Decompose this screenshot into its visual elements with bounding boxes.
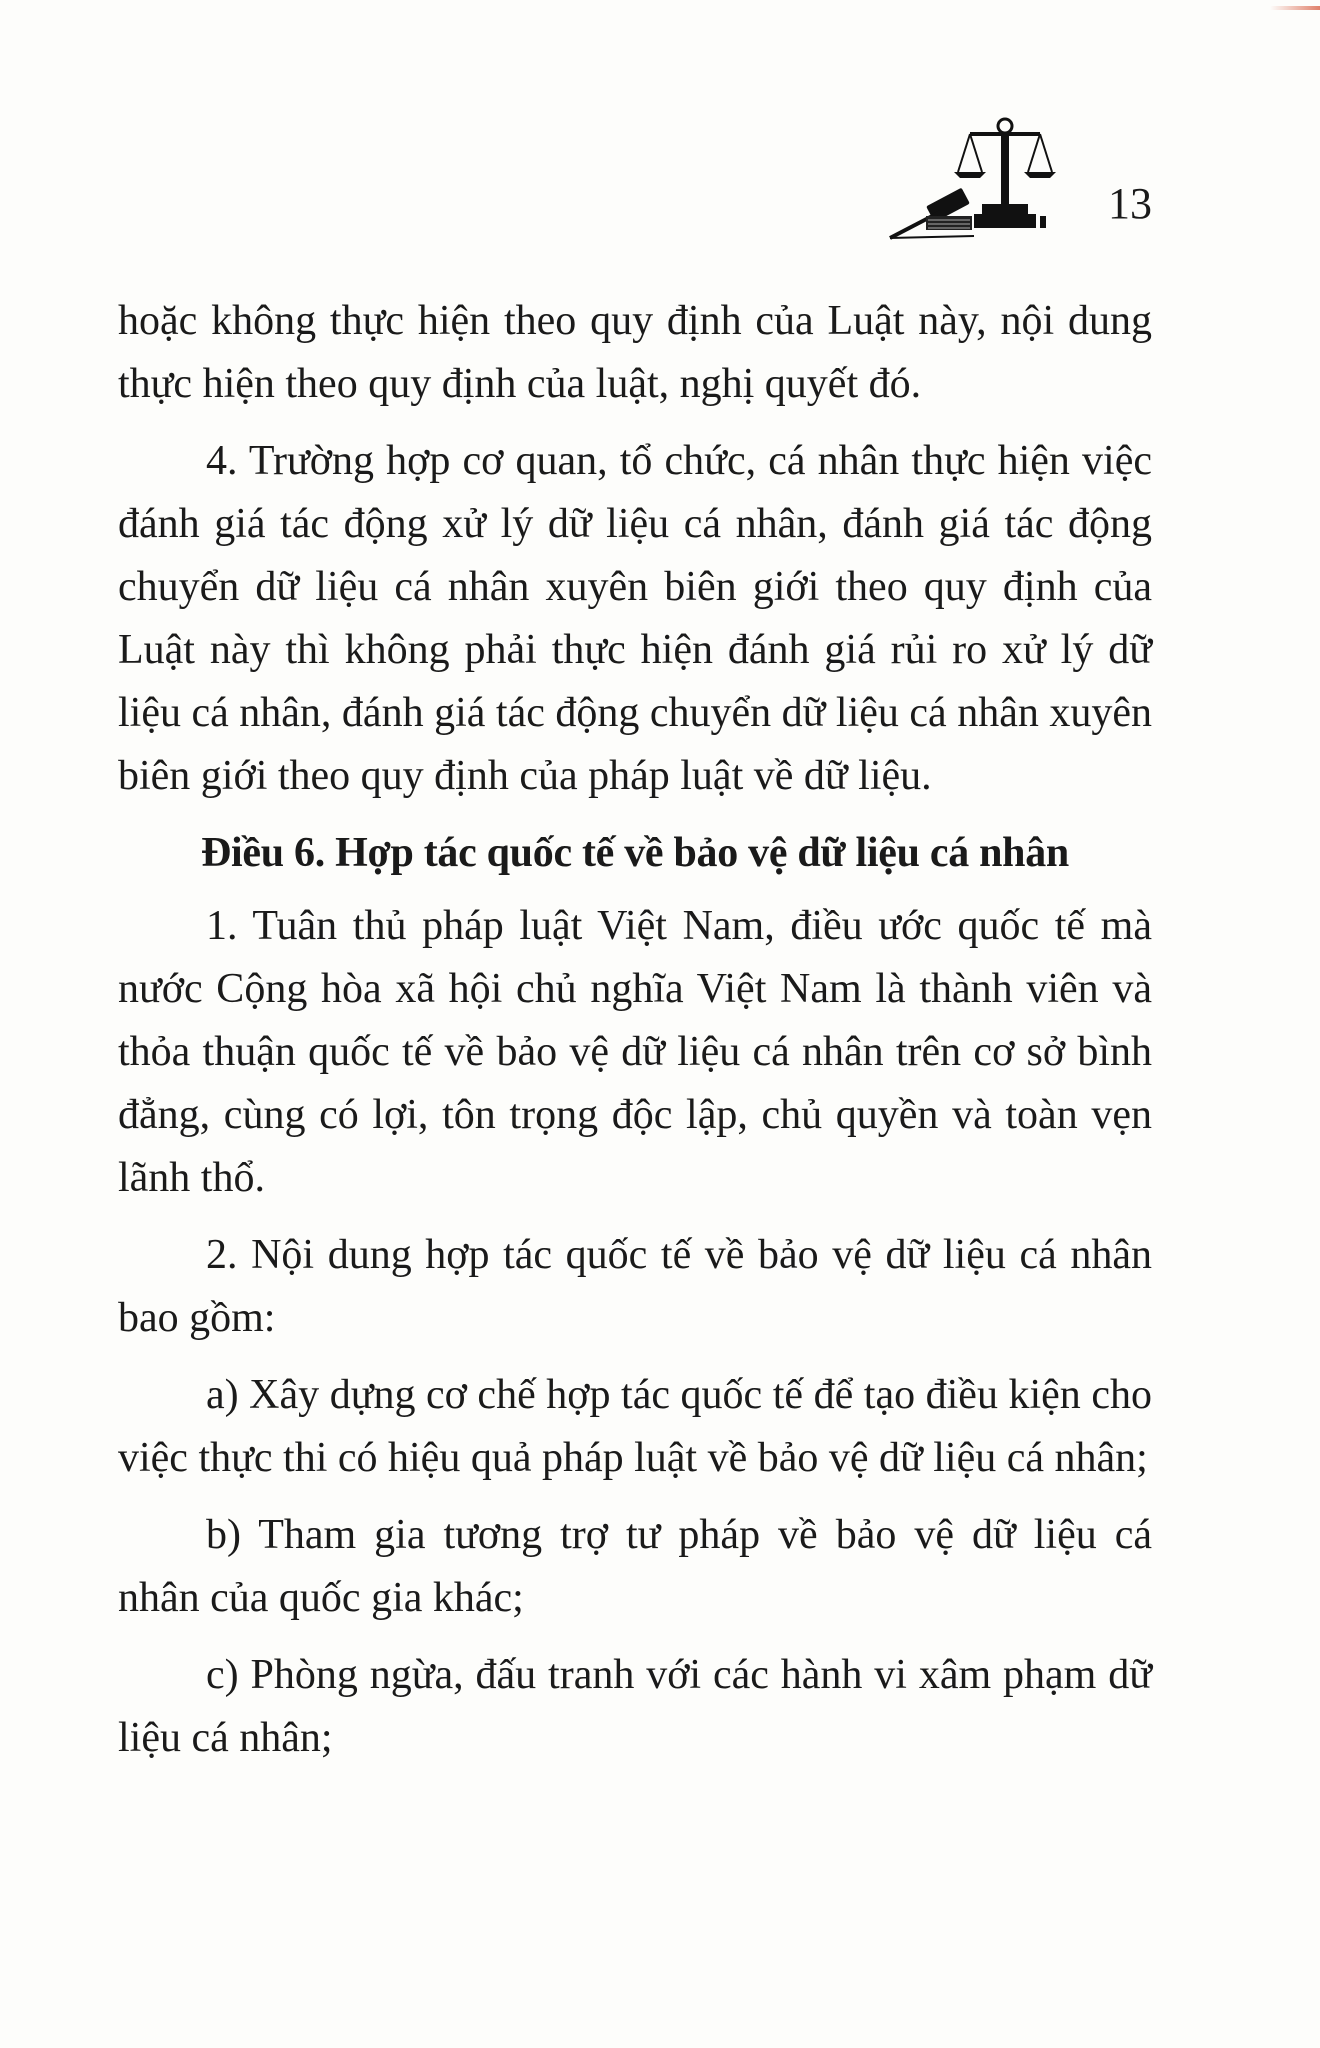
- scales-of-justice-icon: [870, 112, 1090, 242]
- page-body: [118, 290, 1152, 1770]
- scan-edge-mark: [1270, 6, 1320, 10]
- article-heading: Điều 6. Hợp tác quốc tế về bảo vệ dữ liệu cá nhân: [201, 830, 1069, 876]
- paragraph-article-6-clause-1: 1. Tuân thủ pháp luật Việt Nam, điều ước quốc tế mà nước Cộng hòa xã hội chủ nghĩa Việt Nam là thành viên và thỏa thuận quốc tế về bảo vệ dữ liệu cá nhân trên cơ sở bình đẳng, cùng có lợi, tôn trọng độc lập, chủ quyền và toàn vẹn lãnh thổ.: [118, 903, 1152, 1201]
- paragraph-article-6-clause-2c: c) Phòng ngừa, đấu tranh với các hành vi xâm phạm dữ liệu cá nhân;: [118, 1652, 1152, 1761]
- paragraph-clause-4: 4. Trường hợp cơ quan, tổ chức, cá nhân thực hiện việc đánh giá tác động xử lý dữ liệu cá nhân, đánh giá tác động chuyển dữ liệu cá nhân xuyên biên giới theo quy định của Luật này thì không phải thực hiện đánh giá rủi ro xử lý dữ liệu cá nhân, đánh giá tác động chuyển dữ liệu cá nhân xuyên biên giới theo quy định của pháp luật về dữ liệu.: [118, 438, 1152, 799]
- paragraph-article-6-clause-2a: a) Xây dựng cơ chế hợp tác quốc tế để tạo điều kiện cho việc thực thi có hiệu quả pháp luật về bảo vệ dữ liệu cá nhân;: [118, 1372, 1152, 1481]
- page-header: [870, 112, 1160, 242]
- page-number: 13: [1108, 179, 1152, 228]
- paragraph-continuation: hoặc không thực hiện theo quy định của Luật này, nội dung thực hiện theo quy định của luật, nghị quyết đó.: [118, 298, 1152, 407]
- paragraph-article-6-clause-2: 2. Nội dung hợp tác quốc tế về bảo vệ dữ liệu cá nhân bao gồm:: [118, 1232, 1152, 1341]
- paragraph-article-6-clause-2b: b) Tham gia tương trợ tư pháp về bảo vệ dữ liệu cá nhân của quốc gia khác;: [118, 1512, 1152, 1621]
